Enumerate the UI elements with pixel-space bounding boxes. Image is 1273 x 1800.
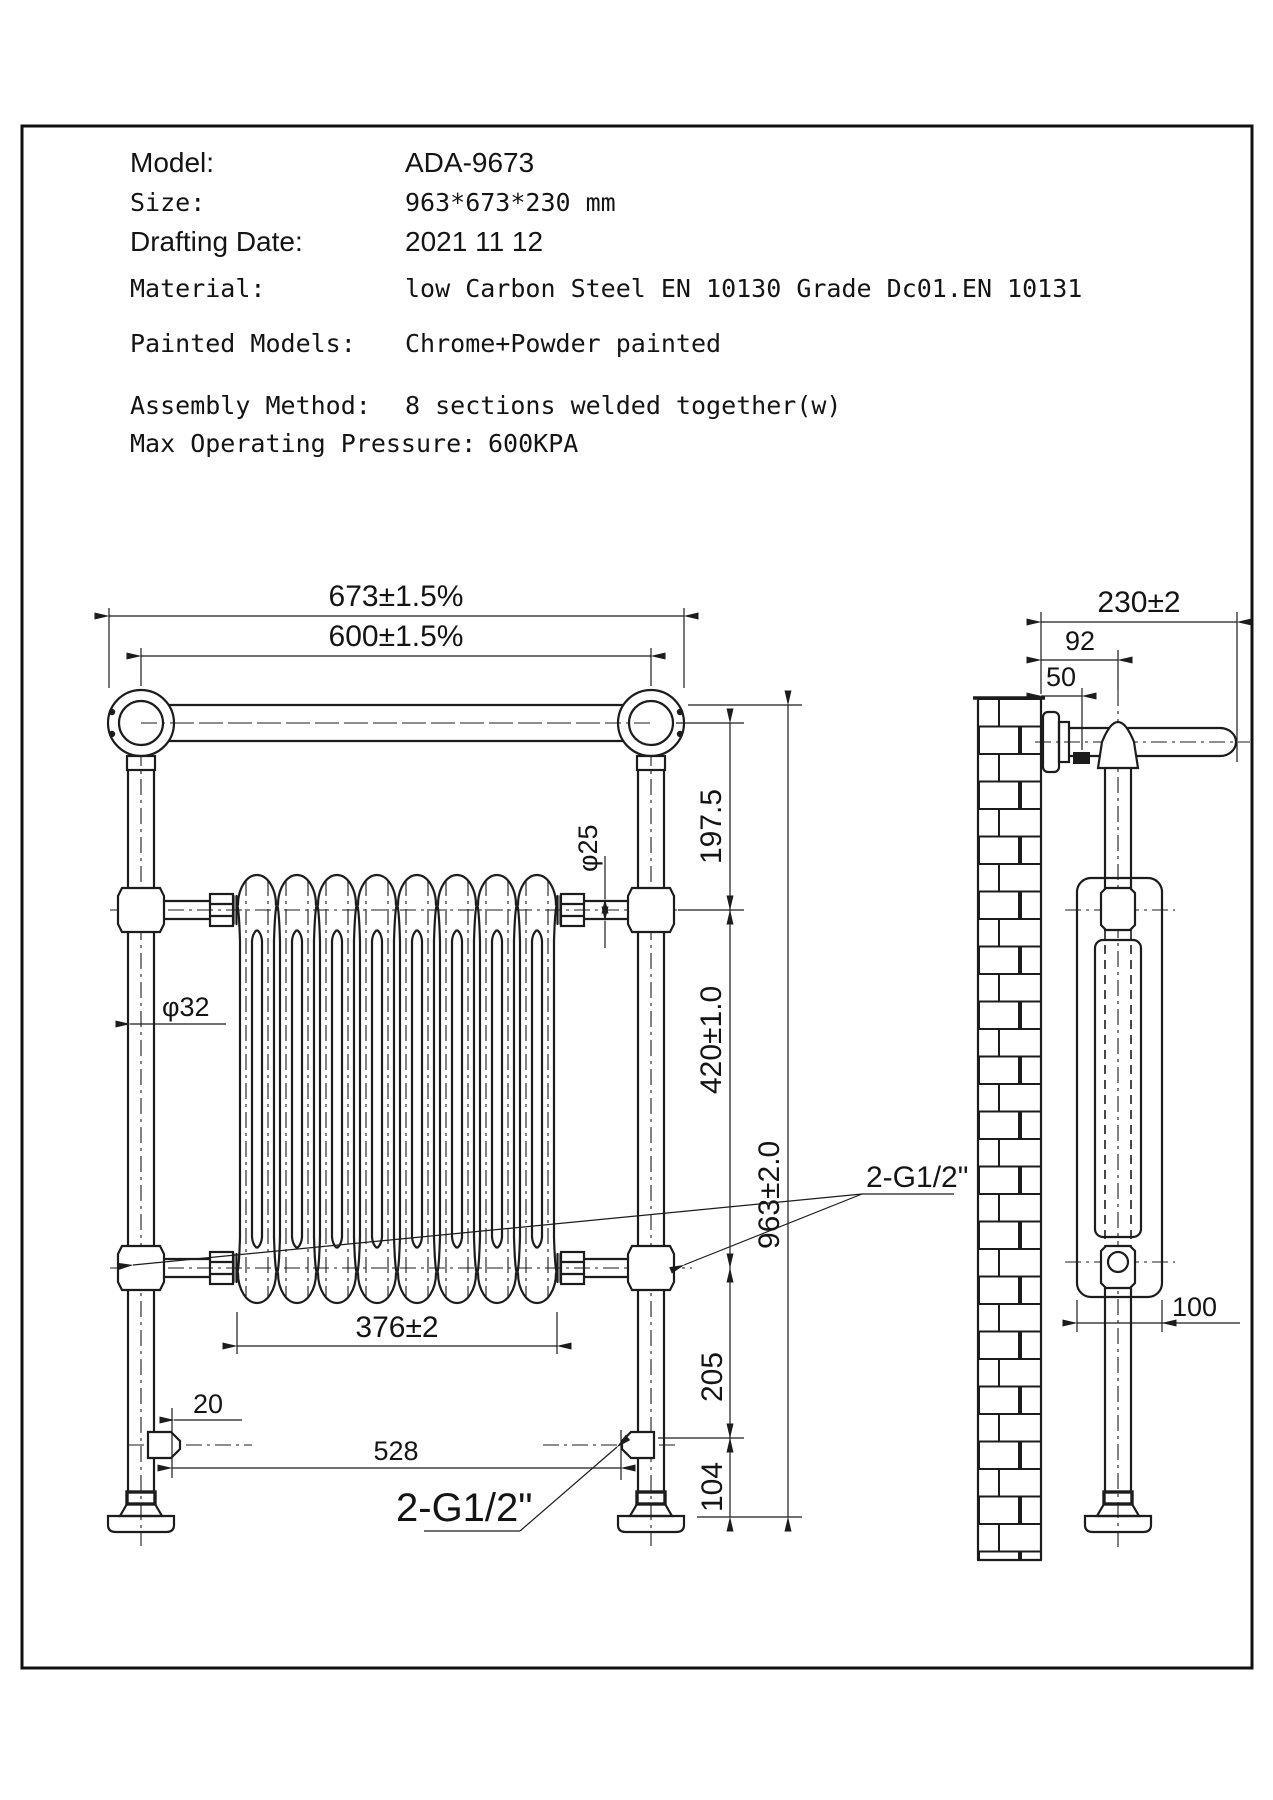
dim-text-radiator-depth: 100 [1172,1292,1218,1322]
label-connection-side [133,1161,968,1265]
dim-rail-centers [141,620,651,686]
dim-bar-spacing [695,910,730,1268]
dim-wall-to-screw [1041,662,1082,750]
screw-dot [109,709,115,715]
dim-pipe-diameter [573,824,605,948]
tee-fitting [118,888,164,932]
dim-text-rail-to-upper-bar: 197.5 [695,788,728,864]
dim-text-bar-spacing: 420±1.0 [695,985,728,1094]
dim-text-inlet-spacing: 528 [373,1436,419,1466]
material-label: Material: [130,274,266,303]
assembly-method-label: Assembly Method: [130,391,371,420]
dim-text-post-to-inlet: 20 [192,1389,224,1419]
dim-text-overall-width: 673±1.5% [328,580,464,613]
dim-inlet-to-floor [696,1438,730,1517]
title-block [130,147,1082,458]
dim-post-diameter [130,992,226,1024]
tee-fitting [628,1246,674,1290]
dim-text-overall-height: 963±2.0 [753,1140,786,1249]
dim-text-wall-to-post: 92 [1064,626,1096,656]
dim-post-to-inlet [172,1389,242,1478]
dim-text-pipe-diameter: φ25 [573,824,603,872]
dim-radiator-width [237,1311,557,1354]
dim-text-wall-to-screw: 50 [1045,662,1077,692]
model-value: ADA-9673 [405,147,535,178]
drafting-date-value: 2021 11 12 [405,226,544,257]
fixing-screw [1073,752,1090,764]
dim-text-inlet-to-floor: 104 [696,1461,729,1512]
radiator-side [1077,878,1162,1297]
dim-lower-bar-to-inlet [658,1268,744,1438]
dim-inlet-spacing [172,1430,621,1480]
painted-models-value: Chrome+Powder painted [405,329,722,358]
dim-text-rail-centers: 600±1.5% [328,620,464,653]
dim-text-post-diameter: φ32 [162,992,210,1022]
dim-rail-to-upper-bar [676,723,744,910]
label-text-connection-side: 2-G1/2" [866,1161,969,1194]
front-view [108,580,968,1546]
size-value: 963*673*230 mm [405,188,616,217]
pressure-value: 600KPA [488,429,579,458]
dim-text-overall-depth: 230±2 [1097,586,1181,619]
material-value: low Carbon Steel EN 10130 Grade Dc01.EN 10131 [405,274,1083,303]
towel-rail [108,690,684,756]
painted-models-label: Painted Models: [130,329,356,358]
screw-dot [677,709,683,715]
screw-dot [109,731,115,737]
dim-text-radiator-width: 376±2 [355,1311,439,1344]
hub-top [1101,888,1135,930]
screw-dot [677,731,683,737]
tee-fitting [118,1246,164,1290]
inlet-fitting-left [148,1432,180,1458]
drafting-date-label: Drafting Date: [130,226,303,257]
side-view [973,586,1250,1560]
label-text-connection-bottom: 2-G1/2" [396,1486,533,1530]
model-label: Model: [130,147,215,178]
label-connection-bottom [396,1447,617,1531]
assembly-method-value: 8 sections welded together(w) [405,391,842,420]
tee-fitting [628,888,674,932]
dim-text-lower-bar-to-inlet: 205 [696,1351,729,1402]
brick-wall [973,698,1045,1560]
inlet-fitting-right [622,1432,654,1458]
size-label: Size: [130,188,206,217]
pressure-label: Max Operating Pressure: [130,429,477,458]
